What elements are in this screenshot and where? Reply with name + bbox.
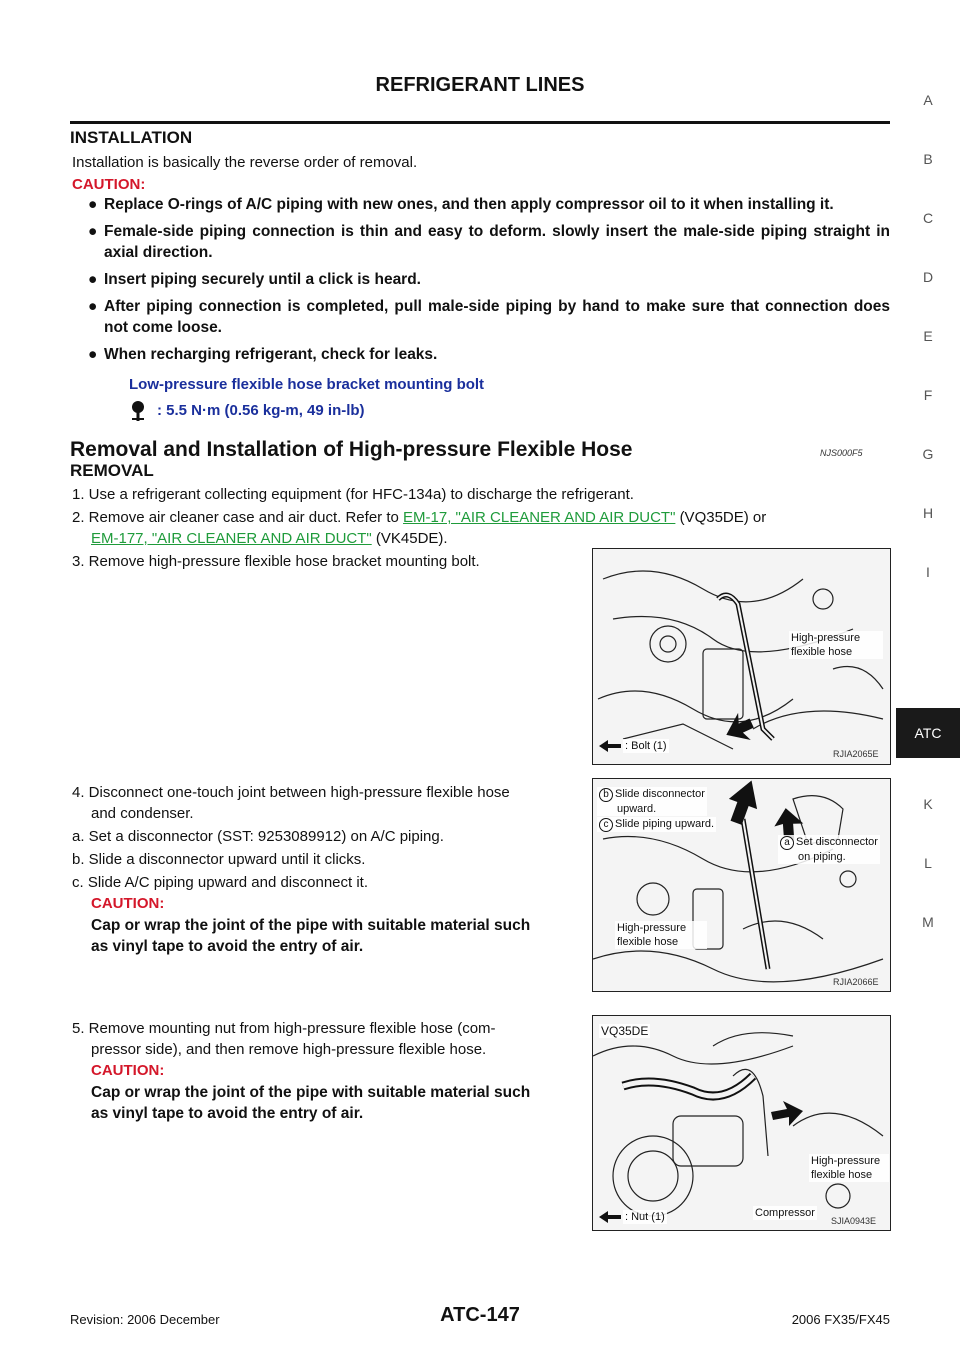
step-4-caution-label: CAUTION:	[91, 895, 165, 912]
step-2-text: 2. Remove air cleaner case and air duct. Refer to	[72, 509, 399, 526]
bullet-dot: ●	[88, 196, 98, 213]
caution-bullet-text: After piping connection is completed, pull male-side piping by hand to make sure that connection does not come loose.	[104, 298, 890, 336]
step-2	[72, 507, 892, 528]
index-letter-l[interactable]: L	[924, 855, 932, 871]
caution-bullet-text: Female-side piping connection is thin and easy to deform. slowly insert the male-side piping straight in axial direction.	[104, 223, 890, 261]
fig2-step-b	[597, 787, 707, 816]
bullet-dot: ●	[88, 223, 98, 240]
index-letter-i[interactable]: I	[926, 564, 930, 580]
fig3-compressor-label: Compressor	[755, 1207, 815, 1219]
step-a-marker: a	[780, 836, 794, 850]
torque-title: Low-pressure flexible hose bracket mounting bolt	[129, 376, 485, 393]
index-letter-m[interactable]: M	[922, 914, 934, 930]
fig2-step-a	[778, 835, 880, 864]
removal-heading: REMOVAL	[70, 461, 154, 480]
caution-bullet	[88, 194, 890, 215]
step-5-line1: 5. Remove mounting nut from high-pressure flexible hose (com-	[72, 1020, 496, 1037]
installation-intro: Installation is basically the reverse order of removal.	[72, 154, 418, 171]
caution-bullet	[88, 344, 890, 365]
fig2-code: RJIA2066E	[833, 977, 879, 987]
step-5-line2: pressor side), and then remove high-pressure flexible hose.	[91, 1041, 487, 1058]
link-em-177[interactable]: EM-177, "AIR CLEANER AND AIR DUCT"	[91, 530, 372, 547]
step-b-marker: b	[599, 788, 613, 802]
footer-revision: Revision: 2006 December	[70, 1312, 220, 1327]
arrow-icon	[599, 1210, 621, 1222]
engine-bay-illustration-3	[593, 1016, 890, 1230]
index-letter-g[interactable]: G	[922, 446, 934, 462]
installation-heading: INSTALLATION	[70, 128, 193, 147]
torque-wrench-icon	[129, 400, 147, 422]
fig1-hose-label: High-pressure flexible hose	[789, 631, 883, 659]
index-letter-e[interactable]: E	[923, 328, 933, 344]
bullet-dot: ●	[88, 298, 98, 315]
index-letter-c[interactable]: C	[922, 210, 934, 226]
index-letter-f[interactable]: F	[923, 387, 933, 403]
fig2-step-c	[597, 817, 716, 832]
step-c-marker: c	[599, 818, 613, 832]
index-letter-d[interactable]: D	[922, 269, 934, 285]
step-4a: a. Set a disconnector (SST: 9253089912) on A/C piping.	[72, 828, 444, 845]
link-em-17[interactable]: EM-17, "AIR CLEANER AND AIR DUCT"	[403, 509, 676, 526]
bullet-dot: ●	[88, 271, 98, 288]
index-letter-b[interactable]: B	[923, 151, 933, 167]
step-4-caution-line1: Cap or wrap the joint of the pipe with suitable material such	[91, 917, 531, 934]
fig1-code: RJIA2065E	[833, 749, 879, 759]
fig2-hose-label: High-pressure flexible hose	[615, 921, 707, 949]
fig2-a-label: Set disconnector	[796, 836, 878, 848]
section-code: NJS000F5	[820, 448, 863, 458]
fig2-b-label: Slide disconnector	[615, 788, 705, 800]
step-2-engine-2: (VK45DE).	[375, 530, 448, 547]
caution-bullet-text: Replace O-rings of A/C piping with new ones, and then apply compressor oil to it when installing it.	[104, 196, 834, 213]
page-number: ATC-147	[440, 1304, 520, 1326]
fig3-legend: : Nut (1)	[625, 1211, 665, 1223]
step-4b: b. Slide a disconnector upward until it clicks.	[72, 851, 366, 868]
index-tab-atc[interactable]: ATC	[896, 708, 960, 758]
figure-compressor-nut	[592, 1015, 891, 1231]
figure-disconnector	[592, 778, 891, 992]
step-1: 1. Use a refrigerant collecting equipment (for HFC-134a) to discharge the refrigerant.	[72, 486, 634, 503]
fig3-hose-label: High-pressure flexible hose	[809, 1154, 889, 1182]
caution-bullet	[88, 221, 890, 263]
step-3: 3. Remove high-pressure flexible hose bracket mounting bolt.	[72, 553, 480, 570]
header-rule	[70, 121, 890, 124]
caution-bullet	[88, 296, 890, 338]
index-letter-h[interactable]: H	[922, 505, 934, 521]
caution-bullet	[88, 269, 890, 290]
step-4-line1: 4. Disconnect one-touch joint between high-pressure flexible hose	[72, 784, 510, 801]
step-5-caution-line1: Cap or wrap the joint of the pipe with suitable material such	[91, 1084, 531, 1101]
index-letter-a[interactable]: A	[923, 92, 933, 108]
caution-bullet-text: Insert piping securely until a click is heard.	[104, 271, 421, 288]
step-5-caution-line2: as vinyl tape to avoid the entry of air.	[91, 1105, 364, 1122]
page-title: REFRIGERANT LINES	[375, 74, 585, 96]
step-4-line2: and condenser.	[91, 805, 194, 822]
footer-model: 2006 FX35/FX45	[791, 1312, 890, 1327]
step-4c: c. Slide A/C piping upward and disconnect it.	[72, 874, 369, 891]
fig2-c-label: Slide piping upward.	[615, 818, 715, 830]
section-title: Removal and Installation of High-pressure Flexible Hose	[70, 438, 633, 461]
step-4-caution-line2: as vinyl tape to avoid the entry of air.	[91, 938, 364, 955]
step-2-cont	[91, 528, 448, 549]
fig1-legend: : Bolt (1)	[625, 740, 667, 752]
fig3-code: SJIA0943E	[831, 1216, 877, 1226]
fig2-b-label-2: upward.	[617, 803, 657, 815]
caution-bullet-list	[88, 194, 890, 365]
torque-value: : 5.5 N·m (0.56 kg-m, 49 in-lb)	[157, 402, 365, 419]
caution-label: CAUTION:	[72, 176, 146, 193]
arrow-icon	[599, 739, 621, 751]
caution-bullet-text: When recharging refrigerant, check for leaks.	[104, 346, 438, 363]
step-2-engine-1: (VQ35DE) or	[679, 509, 767, 526]
fig2-a-label-2: on piping.	[798, 851, 846, 863]
index-letter-k[interactable]: K	[923, 796, 933, 812]
bullet-dot: ●	[88, 346, 98, 363]
fig3-variant: VQ35DE	[601, 1024, 649, 1038]
step-5-caution-label: CAUTION:	[91, 1062, 165, 1079]
figure-bolt-location	[592, 548, 891, 765]
